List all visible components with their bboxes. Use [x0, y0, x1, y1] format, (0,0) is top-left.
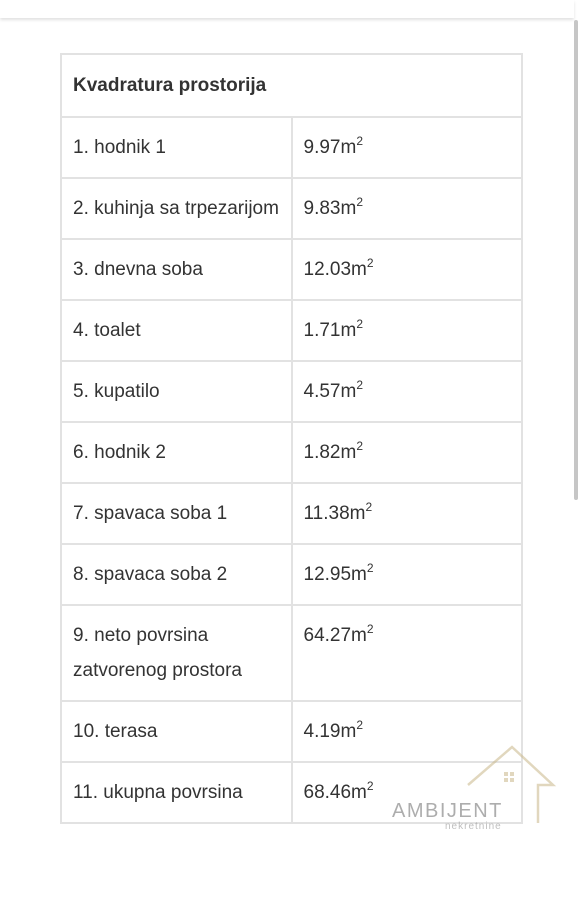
room-area: $9.83m^2$ — [292, 178, 523, 239]
room-area: $68.46m^2$ — [292, 762, 523, 823]
watermark-name: AMBIJENT — [392, 800, 503, 822]
top-bar — [0, 0, 574, 18]
room-area: $1.82m^2$ — [292, 422, 523, 483]
unit-exponent: 2 — [356, 316, 363, 331]
room-area: $64.27m^2$ — [292, 605, 523, 701]
room-name: 10. terasa — [61, 701, 292, 762]
room-area: $4.19m^2$ — [292, 701, 523, 762]
unit-exponent: 2 — [356, 377, 363, 392]
scrollbar[interactable] — [574, 20, 578, 500]
unit-exponent: 2 — [356, 133, 363, 148]
table-row — [61, 422, 522, 483]
unit-exponent: 2 — [356, 438, 363, 453]
unit-exponent: 2 — [366, 560, 374, 575]
room-name: 8. spavaca soba 2 — [61, 544, 292, 605]
room-name: 6. hodnik 2 — [61, 422, 292, 483]
room-area: $1.71m^2$ — [292, 300, 523, 361]
room-name: 2. kuhinja sa trpezarijom — [61, 178, 292, 239]
unit-exponent: 2 — [356, 194, 363, 209]
room-name: 5. kupatilo — [61, 361, 292, 422]
room-area: $12.03m^2$ — [292, 239, 523, 300]
table-row — [61, 300, 522, 361]
table-row — [61, 483, 522, 544]
room-area: $11.38m^2$ — [292, 483, 523, 544]
table-row — [61, 361, 522, 422]
room-name: 9. neto povrsina zatvorenog prostora — [61, 605, 292, 701]
unit-exponent: 2 — [366, 778, 374, 793]
ambijent-watermark — [388, 745, 558, 840]
room-area: $4.57m^2$ — [292, 361, 523, 422]
table-header-row — [61, 54, 522, 117]
unit-exponent: 2 — [356, 717, 363, 732]
room-name: 3. dnevna soba — [61, 239, 292, 300]
room-name: 7. spavaca soba 1 — [61, 483, 292, 544]
table-row — [61, 605, 522, 701]
table-header: Kvadratura prostorija — [61, 54, 522, 117]
table-row — [61, 544, 522, 605]
room-area-table — [60, 53, 523, 824]
room-area: $12.95m^2$ — [292, 544, 523, 605]
unit-exponent: 2 — [365, 499, 373, 514]
unit-exponent: 2 — [366, 255, 374, 270]
room-area: $9.97m^2$ — [292, 117, 523, 178]
table-row — [61, 178, 522, 239]
room-name: 11. ukupna povrsina — [61, 762, 292, 823]
watermark-subtitle: nekretnine — [445, 821, 502, 832]
table-row — [61, 117, 522, 178]
room-name: 1. hodnik 1 — [61, 117, 292, 178]
table-row — [61, 239, 522, 300]
room-name: 4. toalet — [61, 300, 292, 361]
unit-exponent: 2 — [366, 621, 374, 636]
